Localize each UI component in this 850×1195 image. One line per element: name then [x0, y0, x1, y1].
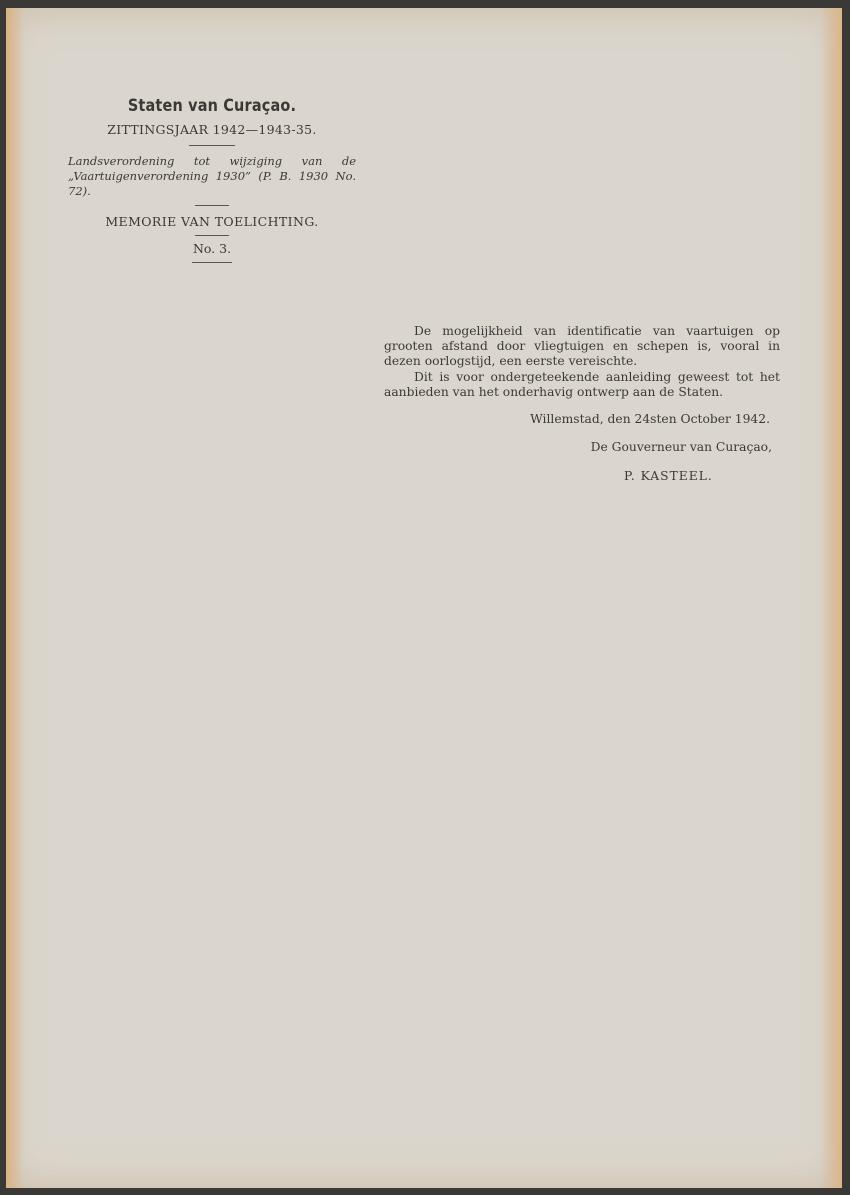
governor-title: De Gouverneur van Curaçao,: [590, 440, 772, 455]
divider: [195, 235, 229, 236]
document-title: Staten van Curaçao.: [127, 96, 297, 116]
body-paragraph: De mogelijkheid van identificatie van vaartuigen op grooten afstand door vliegtuigen en schepen is, vooral in dezen oorlogstijd, een eerste vereischte.: [384, 324, 780, 369]
document-number: No. 3.: [192, 241, 232, 256]
divider: [189, 145, 235, 146]
divider: [195, 205, 229, 206]
document-type: MEMORIE VAN TOELICHTING.: [105, 214, 319, 229]
session-year: ZITTINGSJAAR 1942—1943-35.: [107, 122, 317, 137]
divider: [192, 262, 232, 263]
document-subject: Landsverordening tot wijziging van de „Vaartuigenverordening 1930” (P. B. 1930 No. 72).: [68, 154, 356, 198]
paper-edge-right: [820, 8, 842, 1188]
document-page: [6, 8, 842, 1188]
paper-edge-left: [6, 8, 24, 1188]
signer-name: P. KASTEEL.: [624, 469, 713, 484]
place-date: Willemstad, den 24sten October 1942.: [530, 412, 770, 427]
document-header: [62, 96, 362, 263]
document-body: [384, 324, 780, 485]
body-paragraph: Dit is voor ondergeteekende aanleiding geweest tot het aanbieden van het onderhavig ontwerp aan de Staten.: [384, 369, 780, 399]
